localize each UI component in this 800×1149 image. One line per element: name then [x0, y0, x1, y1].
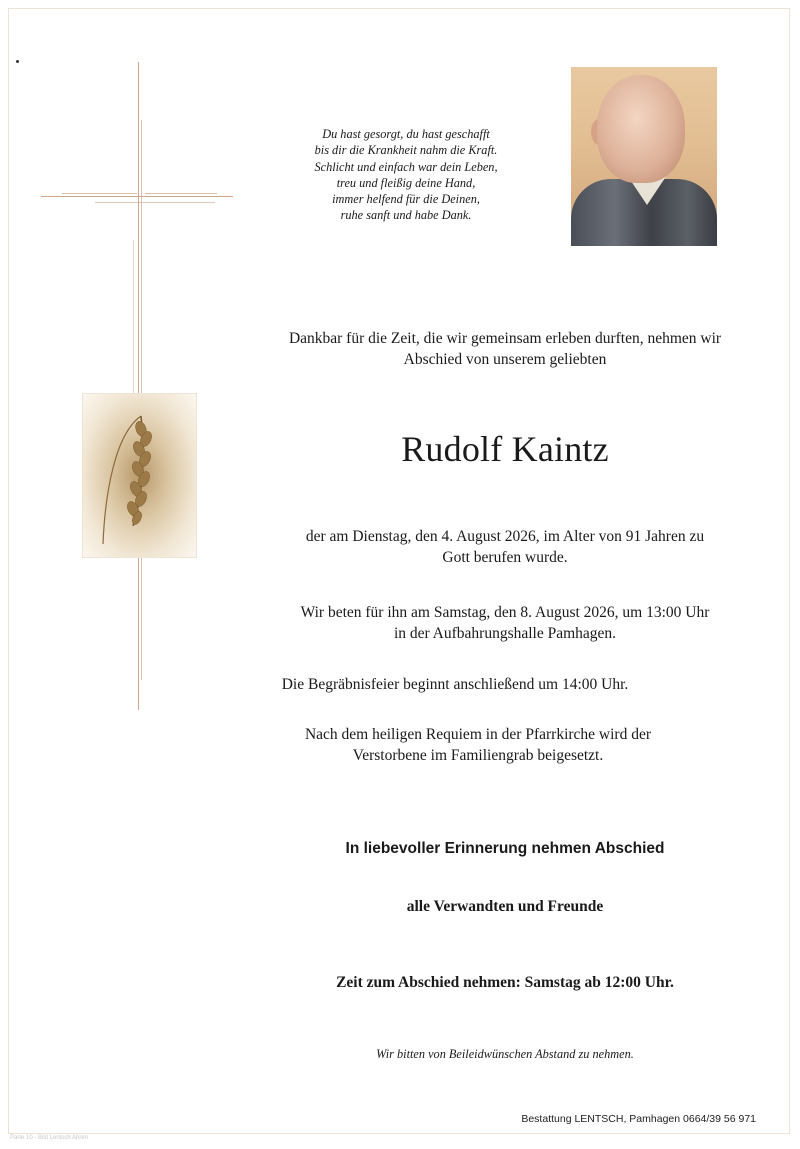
deceased-name: Rudolf Kaintz	[401, 429, 609, 469]
poem-line: ruhe sanft und habe Dank.	[340, 208, 472, 223]
farewell-heading: In liebevoller Erinnerung nehmen Abschied	[345, 840, 665, 857]
condolence-note: Wir bitten von Beileidwünschen Abstand zu nehmen.	[376, 1047, 634, 1061]
prayer-line-1: Wir beten für ihn am Samstag, den 8. August 2026, um 13:00 Uhr	[300, 604, 710, 621]
poem-line: treu und fleißig deine Hand,	[336, 175, 476, 190]
funeral-notice	[200, 674, 710, 695]
intro-line-2: Abschied von unserem geliebten	[403, 351, 607, 368]
footer-small-print: Parte 10 - Bild Lentsch Ahren	[10, 1135, 89, 1141]
burial-line-1: Nach dem heiligen Requiem in der Pfarrkirche wird der	[304, 726, 652, 743]
viewing-time: Zeit zum Abschied nehmen: Samstag ab 12:00 Uhr.	[336, 974, 674, 991]
undertaker-contact: Bestattung LENTSCH, Pamhagen 0664/39 56 971	[521, 1113, 756, 1125]
poem-line: immer helfend für die Deinen,	[332, 192, 480, 207]
wheat-ear-icon	[83, 394, 196, 557]
wheat-ear-image	[82, 393, 197, 558]
death-notice	[250, 526, 760, 568]
funeral-line-1: Die Begräbnisfeier beginnt anschließend um 14:00 Uhr.	[281, 676, 629, 693]
memorial-poem	[283, 126, 529, 224]
death-notice-line-2: Gott berufen wurde.	[442, 549, 568, 566]
prayer-notice	[250, 602, 760, 644]
burial-line-2: Verstorbene im Familiengrab beigesetzt.	[352, 747, 604, 764]
death-notice-line-1: der am Dienstag, den 4. August 2026, im Alter von 91 Jahren zu	[305, 528, 705, 545]
intro-line-1: Dankbar für die Zeit, die wir gemeinsam erleben durften, nehmen wir	[288, 330, 722, 347]
intro-text	[250, 328, 760, 370]
poem-line: bis dir die Krankheit nahm die Kraft.	[314, 143, 498, 158]
mourners: alle Verwandten und Freunde	[406, 898, 604, 915]
poem-line: Du hast gesorgt, du hast geschafft	[322, 127, 490, 141]
speck-dot	[16, 60, 19, 63]
burial-notice	[223, 724, 733, 766]
prayer-line-2: in der Aufbahrungshalle Pamhagen.	[393, 625, 617, 642]
poem-line: Schlicht und einfach war dein Leben,	[314, 159, 498, 174]
portrait-photo	[571, 67, 717, 246]
